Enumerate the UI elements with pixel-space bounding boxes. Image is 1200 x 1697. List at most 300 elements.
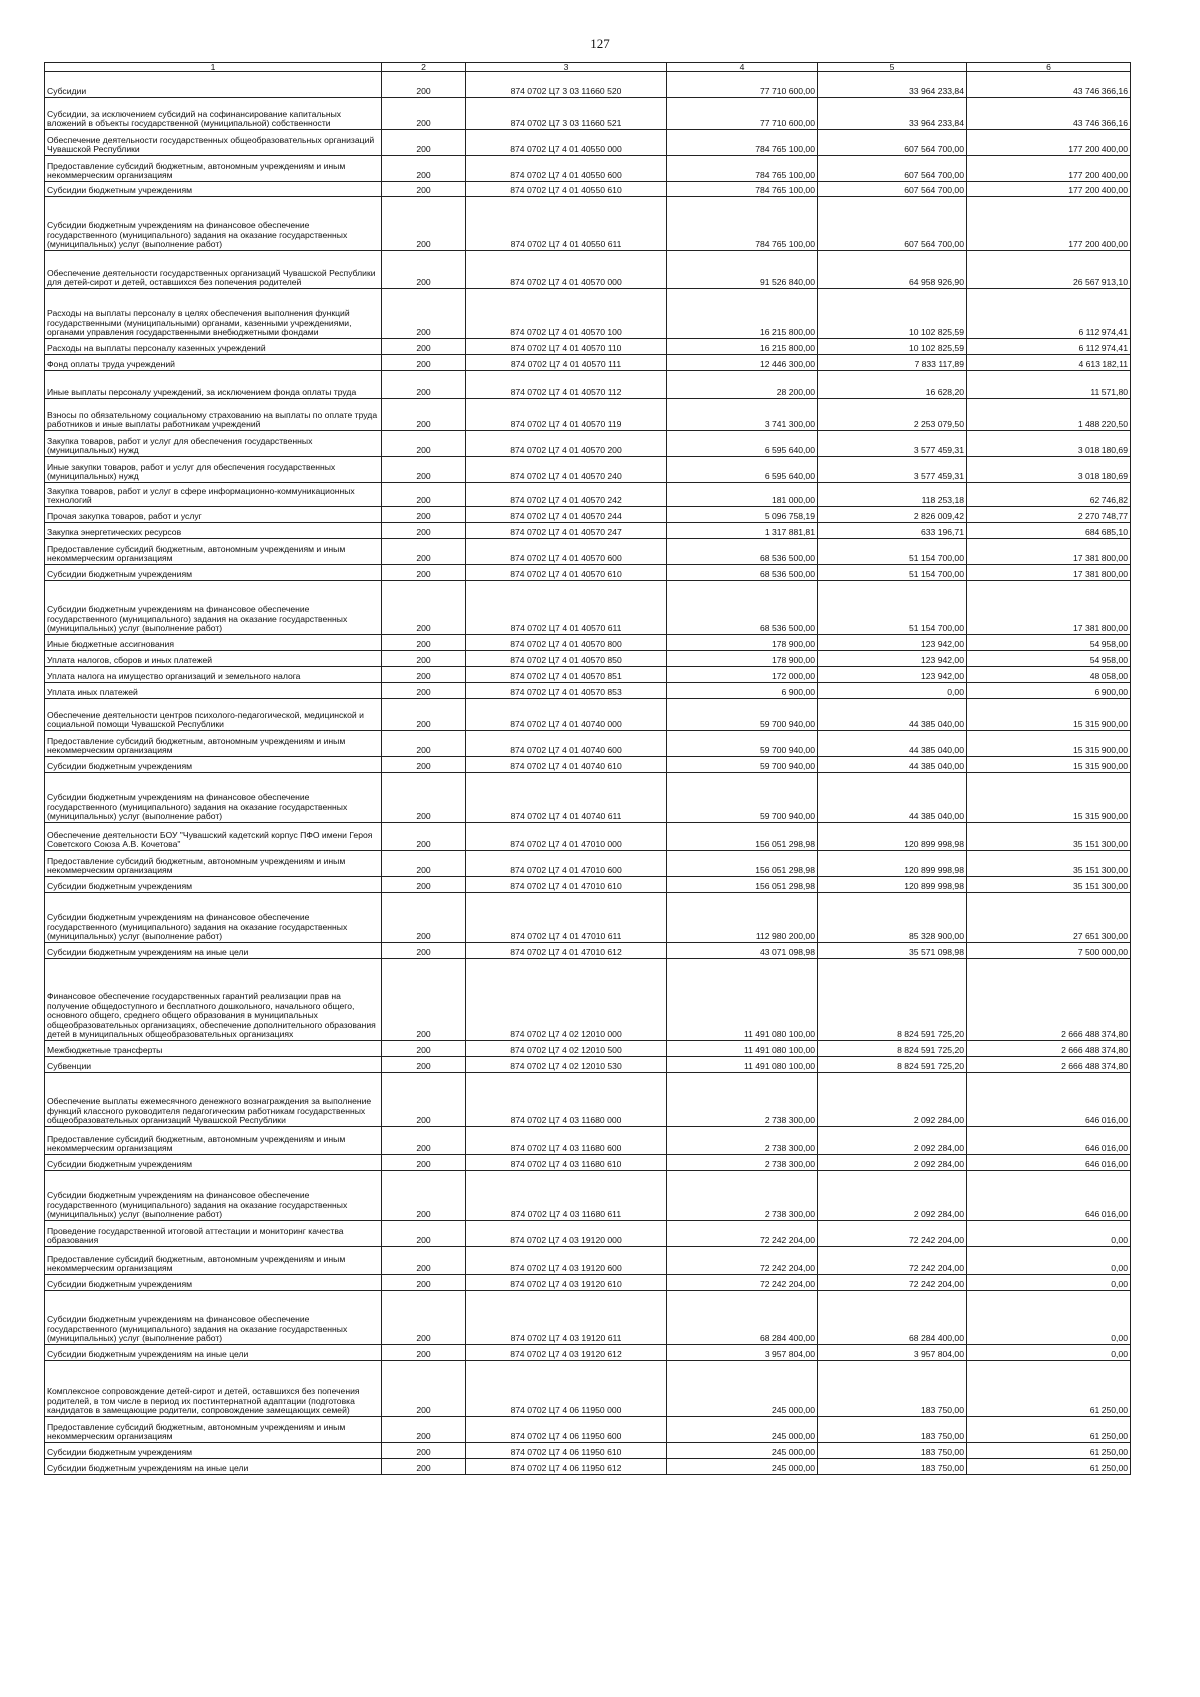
row-name: Обеспечение деятельности государственных организаций Чувашской Республики для детей-сирот и детей, оставшихся без попечения родителей [45, 251, 382, 289]
table-row [45, 399, 1131, 431]
budget-classification-code: 874 0702 Ц7 4 02 12010 000 [466, 959, 667, 1041]
row-name: Закупка энергетических ресурсов [45, 523, 382, 539]
table-row [45, 1057, 1131, 1073]
approved-amount: 68 536 500,00 [667, 565, 818, 581]
executed-amount: 2 253 079,50 [818, 399, 967, 431]
table-row [45, 289, 1131, 339]
budget-classification-code: 874 0702 Ц7 3 03 11660 521 [466, 98, 667, 130]
line-code: 200 [382, 72, 466, 98]
table-row [45, 1443, 1131, 1459]
table-row [45, 893, 1131, 943]
line-code: 200 [382, 98, 466, 130]
approved-amount: 178 900,00 [667, 651, 818, 667]
column-number: 5 [818, 63, 967, 72]
row-name: Субсидии бюджетным учреждениям [45, 757, 382, 773]
table-row [45, 197, 1131, 251]
line-code: 200 [382, 959, 466, 1041]
approved-amount: 11 491 080 100,00 [667, 959, 818, 1041]
approved-amount: 6 595 640,00 [667, 431, 818, 457]
line-code: 200 [382, 355, 466, 371]
approved-amount: 72 242 204,00 [667, 1247, 818, 1275]
page-number: 127 [590, 36, 610, 51]
row-name: Прочая закупка товаров, работ и услуг [45, 507, 382, 523]
unexecuted-amount: 0,00 [967, 1291, 1131, 1345]
line-code: 200 [382, 251, 466, 289]
column-number: 1 [45, 63, 382, 72]
column-number: 6 [967, 63, 1131, 72]
row-name: Субсидии бюджетным учреждениям на иные цели [45, 943, 382, 959]
unexecuted-amount: 27 651 300,00 [967, 893, 1131, 943]
executed-amount: 183 750,00 [818, 1361, 967, 1417]
table-row [45, 1127, 1131, 1155]
budget-classification-code: 874 0702 Ц7 4 01 40570 119 [466, 399, 667, 431]
row-name: Обеспечение деятельности государственных общеобразовательных организаций Чувашской Республики [45, 130, 382, 156]
approved-amount: 181 000,00 [667, 483, 818, 507]
unexecuted-amount: 54 958,00 [967, 635, 1131, 651]
executed-amount: 183 750,00 [818, 1443, 967, 1459]
unexecuted-amount: 1 488 220,50 [967, 399, 1131, 431]
unexecuted-amount: 0,00 [967, 1345, 1131, 1361]
approved-amount: 6 595 640,00 [667, 457, 818, 483]
approved-amount: 11 491 080 100,00 [667, 1041, 818, 1057]
approved-amount: 245 000,00 [667, 1443, 818, 1459]
unexecuted-amount: 35 151 300,00 [967, 823, 1131, 851]
budget-classification-code: 874 0702 Ц7 4 01 40740 600 [466, 731, 667, 757]
row-name: Предоставление субсидий бюджетным, автономным учреждениям и иным некоммерческим организациям [45, 1247, 382, 1275]
unexecuted-amount: 646 016,00 [967, 1171, 1131, 1221]
approved-amount: 784 765 100,00 [667, 156, 818, 182]
approved-amount: 3 957 804,00 [667, 1345, 818, 1361]
line-code: 200 [382, 483, 466, 507]
row-name: Субвенции [45, 1057, 382, 1073]
line-code: 200 [382, 943, 466, 959]
executed-amount: 607 564 700,00 [818, 156, 967, 182]
table-row [45, 823, 1131, 851]
table-row [45, 851, 1131, 877]
line-code: 200 [382, 773, 466, 823]
row-name: Обеспечение деятельности БОУ "Чувашский кадетский корпус ПФО имени Героя Советского Союза А.В. Кочетова" [45, 823, 382, 851]
approved-amount: 77 710 600,00 [667, 72, 818, 98]
executed-amount: 7 833 117,89 [818, 355, 967, 371]
approved-amount: 2 738 300,00 [667, 1171, 818, 1221]
unexecuted-amount: 6 900,00 [967, 683, 1131, 699]
executed-amount: 85 328 900,00 [818, 893, 967, 943]
unexecuted-amount: 43 746 366,16 [967, 98, 1131, 130]
row-name: Уплата налогов, сборов и иных платежей [45, 651, 382, 667]
unexecuted-amount: 17 381 800,00 [967, 539, 1131, 565]
executed-amount: 3 577 459,31 [818, 431, 967, 457]
executed-amount: 10 102 825,59 [818, 339, 967, 355]
line-code: 200 [382, 651, 466, 667]
row-name: Субсидии бюджетным учреждениям [45, 877, 382, 893]
executed-amount: 8 824 591 725,20 [818, 959, 967, 1041]
row-name: Расходы на выплаты персоналу в целях обеспечения выполнения функций государственными (муниципальными) органами, казенными учреждениями, органами управления государственными внебюджетными фондами [45, 289, 382, 339]
row-name: Финансовое обеспечение государственных гарантий реализации прав на получение общедоступного и бесплатного дошкольного, начального общего, основного общего, среднего общего образования в муниципальных общеобразовательных организациях, обеспечение дополнительного образования детей в муниципальных общеобразовательных организациях [45, 959, 382, 1041]
budget-classification-code: 874 0702 Ц7 4 01 40550 610 [466, 182, 667, 197]
unexecuted-amount: 15 315 900,00 [967, 731, 1131, 757]
budget-classification-code: 874 0702 Ц7 4 01 40570 242 [466, 483, 667, 507]
approved-amount: 156 051 298,98 [667, 823, 818, 851]
row-name: Субсидии бюджетным учреждениям [45, 1443, 382, 1459]
unexecuted-amount: 15 315 900,00 [967, 699, 1131, 731]
row-name: Субсидии бюджетным учреждениям на финансовое обеспечение государственного (муниципального) задания на оказание государственных (муниципальных) услуг (выполнение работ) [45, 773, 382, 823]
budget-classification-code: 874 0702 Ц7 4 01 40550 611 [466, 197, 667, 251]
line-code: 200 [382, 699, 466, 731]
unexecuted-amount: 177 200 400,00 [967, 130, 1131, 156]
line-code: 200 [382, 523, 466, 539]
line-code: 200 [382, 1417, 466, 1443]
line-code: 200 [382, 182, 466, 197]
approved-amount: 68 536 500,00 [667, 581, 818, 635]
executed-amount: 51 154 700,00 [818, 539, 967, 565]
budget-classification-code: 874 0702 Ц7 4 01 40570 850 [466, 651, 667, 667]
approved-amount: 784 765 100,00 [667, 182, 818, 197]
executed-amount: 0,00 [818, 683, 967, 699]
budget-classification-code: 874 0702 Ц7 4 01 40570 800 [466, 635, 667, 651]
table-row [45, 1221, 1131, 1247]
row-name: Субсидии бюджетным учреждениям на финансовое обеспечение государственного (муниципального) задания на оказание государственных (муниципальных) услуг (выполнение работ) [45, 893, 382, 943]
executed-amount: 35 571 098,98 [818, 943, 967, 959]
table-row [45, 339, 1131, 355]
unexecuted-amount: 17 381 800,00 [967, 581, 1131, 635]
table-row [45, 1275, 1131, 1291]
unexecuted-amount: 61 250,00 [967, 1361, 1131, 1417]
row-name: Субсидии бюджетным учреждениям [45, 182, 382, 197]
line-code: 200 [382, 130, 466, 156]
approved-amount: 1 317 881,81 [667, 523, 818, 539]
table-row [45, 683, 1131, 699]
budget-classification-code: 874 0702 Ц7 3 03 11660 520 [466, 72, 667, 98]
executed-amount: 51 154 700,00 [818, 581, 967, 635]
approved-amount: 12 446 300,00 [667, 355, 818, 371]
unexecuted-amount: 6 112 974,41 [967, 339, 1131, 355]
line-code: 200 [382, 1443, 466, 1459]
line-code: 200 [382, 1291, 466, 1345]
executed-amount: 44 385 040,00 [818, 699, 967, 731]
table-row [45, 483, 1131, 507]
table-row [45, 72, 1131, 98]
table-row [45, 699, 1131, 731]
budget-classification-code: 874 0702 Ц7 4 01 40570 611 [466, 581, 667, 635]
unexecuted-amount: 54 958,00 [967, 651, 1131, 667]
executed-amount: 2 092 284,00 [818, 1073, 967, 1127]
row-name: Проведение государственной итоговой аттестации и мониторинг качества образования [45, 1221, 382, 1247]
budget-classification-code: 874 0702 Ц7 4 01 40570 851 [466, 667, 667, 683]
table-row [45, 182, 1131, 197]
budget-classification-code: 874 0702 Ц7 4 02 12010 500 [466, 1041, 667, 1057]
line-code: 200 [382, 823, 466, 851]
row-name: Субсидии бюджетным учреждениям на иные цели [45, 1459, 382, 1475]
budget-classification-code: 874 0702 Ц7 4 01 40570 600 [466, 539, 667, 565]
table-row [45, 943, 1131, 959]
unexecuted-amount: 15 315 900,00 [967, 773, 1131, 823]
executed-amount: 51 154 700,00 [818, 565, 967, 581]
budget-classification-code: 874 0702 Ц7 4 01 40740 610 [466, 757, 667, 773]
row-name: Закупка товаров, работ и услуг для обеспечения государственных (муниципальных) нужд [45, 431, 382, 457]
budget-classification-code: 874 0702 Ц7 4 01 40550 000 [466, 130, 667, 156]
approved-amount: 784 765 100,00 [667, 197, 818, 251]
approved-amount: 2 738 300,00 [667, 1127, 818, 1155]
row-name: Иные закупки товаров, работ и услуг для обеспечения государственных (муниципальных) нужд [45, 457, 382, 483]
row-name: Обеспечение деятельности центров психолого-педагогической, медицинской и социальной помощи Чувашской Республики [45, 699, 382, 731]
line-code: 200 [382, 399, 466, 431]
line-code: 200 [382, 1127, 466, 1155]
budget-classification-code: 874 0702 Ц7 4 01 40570 110 [466, 339, 667, 355]
unexecuted-amount: 3 018 180,69 [967, 431, 1131, 457]
table-row [45, 1459, 1131, 1475]
line-code: 200 [382, 581, 466, 635]
table-row [45, 1345, 1131, 1361]
line-code: 200 [382, 1041, 466, 1057]
table-row [45, 565, 1131, 581]
approved-amount: 112 980 200,00 [667, 893, 818, 943]
approved-amount: 3 741 300,00 [667, 399, 818, 431]
unexecuted-amount: 684 685,10 [967, 523, 1131, 539]
unexecuted-amount: 11 571,80 [967, 371, 1131, 399]
executed-amount: 64 958 926,90 [818, 251, 967, 289]
unexecuted-amount: 6 112 974,41 [967, 289, 1131, 339]
row-name: Предоставление субсидий бюджетным, автономным учреждениям и иным некоммерческим организациям [45, 539, 382, 565]
line-code: 200 [382, 197, 466, 251]
table-row [45, 1417, 1131, 1443]
unexecuted-amount: 2 666 488 374,80 [967, 1057, 1131, 1073]
executed-amount: 3 577 459,31 [818, 457, 967, 483]
executed-amount: 33 964 233,84 [818, 72, 967, 98]
executed-amount: 72 242 204,00 [818, 1221, 967, 1247]
approved-amount: 59 700 940,00 [667, 699, 818, 731]
table-row [45, 457, 1131, 483]
row-name: Иные бюджетные ассигнования [45, 635, 382, 651]
executed-amount: 123 942,00 [818, 651, 967, 667]
budget-classification-code: 874 0702 Ц7 4 01 40570 100 [466, 289, 667, 339]
executed-amount: 44 385 040,00 [818, 773, 967, 823]
table-row [45, 539, 1131, 565]
unexecuted-amount: 2 666 488 374,80 [967, 959, 1131, 1041]
executed-amount: 8 824 591 725,20 [818, 1041, 967, 1057]
approved-amount: 245 000,00 [667, 1361, 818, 1417]
executed-amount: 72 242 204,00 [818, 1247, 967, 1275]
table-row [45, 1073, 1131, 1127]
table-row [45, 757, 1131, 773]
executed-amount: 123 942,00 [818, 667, 967, 683]
table-row [45, 651, 1131, 667]
row-name: Предоставление субсидий бюджетным, автономным учреждениям и иным некоммерческим организациям [45, 1417, 382, 1443]
executed-amount: 633 196,71 [818, 523, 967, 539]
table-row [45, 98, 1131, 130]
row-name: Обеспечение выплаты ежемесячного денежного вознаграждения за выполнение функций классного руководителя педагогическим работникам государственных общеобразовательных организаций Чувашской Республики [45, 1073, 382, 1127]
budget-classification-code: 874 0702 Ц7 4 03 11680 000 [466, 1073, 667, 1127]
approved-amount: 784 765 100,00 [667, 130, 818, 156]
line-code: 200 [382, 851, 466, 877]
budget-table [44, 62, 1131, 1475]
budget-classification-code: 874 0702 Ц7 4 03 11680 600 [466, 1127, 667, 1155]
executed-amount: 120 899 998,98 [818, 877, 967, 893]
row-name: Межбюджетные трансферты [45, 1041, 382, 1057]
budget-classification-code: 874 0702 Ц7 4 01 40570 112 [466, 371, 667, 399]
approved-amount: 11 491 080 100,00 [667, 1057, 818, 1073]
line-code: 200 [382, 667, 466, 683]
unexecuted-amount: 43 746 366,16 [967, 72, 1131, 98]
line-code: 200 [382, 757, 466, 773]
executed-amount: 44 385 040,00 [818, 731, 967, 757]
approved-amount: 59 700 940,00 [667, 731, 818, 757]
table-row [45, 156, 1131, 182]
row-name: Комплексное сопровождение детей-сирот и детей, оставшихся без попечения родителей, в том числе в период их постинтернатной адаптации (подготовка кандидатов в замещающие родители, сопровождение замещающих семей) [45, 1361, 382, 1417]
approved-amount: 68 536 500,00 [667, 539, 818, 565]
line-code: 200 [382, 507, 466, 523]
row-name: Субсидии, за исключением субсидий на софинансирование капитальных вложений в объекты государственной (муниципальной) собственности [45, 98, 382, 130]
budget-classification-code: 874 0702 Ц7 4 01 47010 611 [466, 893, 667, 943]
table-row [45, 251, 1131, 289]
table-row [45, 431, 1131, 457]
unexecuted-amount: 17 381 800,00 [967, 565, 1131, 581]
budget-classification-code: 874 0702 Ц7 4 03 11680 610 [466, 1155, 667, 1171]
line-code: 200 [382, 1155, 466, 1171]
approved-amount: 172 000,00 [667, 667, 818, 683]
executed-amount: 183 750,00 [818, 1459, 967, 1475]
row-name: Уплата налога на имущество организаций и земельного налога [45, 667, 382, 683]
row-name: Субсидии бюджетным учреждениям на финансовое обеспечение государственного (муниципального) задания на оказание государственных (муниципальных) услуг (выполнение работ) [45, 1171, 382, 1221]
line-code: 200 [382, 1345, 466, 1361]
budget-classification-code: 874 0702 Ц7 4 01 40570 244 [466, 507, 667, 523]
line-code: 200 [382, 1361, 466, 1417]
unexecuted-amount: 2 666 488 374,80 [967, 1041, 1131, 1057]
line-code: 200 [382, 635, 466, 651]
unexecuted-amount: 48 058,00 [967, 667, 1131, 683]
line-code: 200 [382, 1275, 466, 1291]
line-code: 200 [382, 1247, 466, 1275]
row-name: Субсидии [45, 72, 382, 98]
unexecuted-amount: 0,00 [967, 1275, 1131, 1291]
line-code: 200 [382, 1221, 466, 1247]
row-name: Субсидии бюджетным учреждениям [45, 1155, 382, 1171]
unexecuted-amount: 35 151 300,00 [967, 877, 1131, 893]
approved-amount: 2 738 300,00 [667, 1073, 818, 1127]
approved-amount: 156 051 298,98 [667, 851, 818, 877]
line-code: 200 [382, 1073, 466, 1127]
row-name: Субсидии бюджетным учреждениям [45, 1275, 382, 1291]
unexecuted-amount: 646 016,00 [967, 1073, 1131, 1127]
executed-amount: 607 564 700,00 [818, 130, 967, 156]
approved-amount: 5 096 758,19 [667, 507, 818, 523]
approved-amount: 16 215 800,00 [667, 289, 818, 339]
row-name: Предоставление субсидий бюджетным, автономным учреждениям и иным некоммерческим организациям [45, 1127, 382, 1155]
unexecuted-amount: 61 250,00 [967, 1417, 1131, 1443]
row-name: Субсидии бюджетным учреждениям на финансовое обеспечение государственного (муниципального) задания на оказание государственных (муниципальных) услуг (выполнение работ) [45, 581, 382, 635]
line-code: 200 [382, 565, 466, 581]
budget-classification-code: 874 0702 Ц7 4 01 40550 600 [466, 156, 667, 182]
unexecuted-amount: 35 151 300,00 [967, 851, 1131, 877]
approved-amount: 43 071 098,98 [667, 943, 818, 959]
unexecuted-amount: 61 250,00 [967, 1443, 1131, 1459]
budget-classification-code: 874 0702 Ц7 4 06 11950 610 [466, 1443, 667, 1459]
column-number: 3 [466, 63, 667, 72]
executed-amount: 2 092 284,00 [818, 1155, 967, 1171]
executed-amount: 68 284 400,00 [818, 1291, 967, 1345]
line-code: 200 [382, 539, 466, 565]
row-name: Субсидии бюджетным учреждениям [45, 565, 382, 581]
table-row [45, 355, 1131, 371]
table-row [45, 877, 1131, 893]
executed-amount: 118 253,18 [818, 483, 967, 507]
table-row [45, 1361, 1131, 1417]
executed-amount: 123 942,00 [818, 635, 967, 651]
budget-classification-code: 874 0702 Ц7 4 01 40570 200 [466, 431, 667, 457]
table-row [45, 959, 1131, 1041]
table-row [45, 1247, 1131, 1275]
unexecuted-amount: 4 613 182,11 [967, 355, 1131, 371]
line-code: 200 [382, 371, 466, 399]
unexecuted-amount: 61 250,00 [967, 1459, 1131, 1475]
column-numbers-row [45, 63, 1131, 72]
budget-classification-code: 874 0702 Ц7 4 01 47010 612 [466, 943, 667, 959]
budget-classification-code: 874 0702 Ц7 4 03 19120 600 [466, 1247, 667, 1275]
table-row [45, 130, 1131, 156]
executed-amount: 8 824 591 725,20 [818, 1057, 967, 1073]
approved-amount: 16 215 800,00 [667, 339, 818, 355]
row-name: Субсидии бюджетным учреждениям на финансовое обеспечение государственного (муниципального) задания на оказание государственных (муниципальных) услуг (выполнение работ) [45, 1291, 382, 1345]
budget-classification-code: 874 0702 Ц7 4 01 40570 610 [466, 565, 667, 581]
executed-amount: 44 385 040,00 [818, 757, 967, 773]
approved-amount: 59 700 940,00 [667, 773, 818, 823]
line-code: 200 [382, 731, 466, 757]
unexecuted-amount: 177 200 400,00 [967, 197, 1131, 251]
unexecuted-amount: 177 200 400,00 [967, 182, 1131, 197]
row-name: Фонд оплаты труда учреждений [45, 355, 382, 371]
unexecuted-amount: 15 315 900,00 [967, 757, 1131, 773]
approved-amount: 28 200,00 [667, 371, 818, 399]
line-code: 200 [382, 457, 466, 483]
executed-amount: 120 899 998,98 [818, 823, 967, 851]
executed-amount: 607 564 700,00 [818, 182, 967, 197]
approved-amount: 68 284 400,00 [667, 1291, 818, 1345]
row-name: Предоставление субсидий бюджетным, автономным учреждениям и иным некоммерческим организациям [45, 731, 382, 757]
budget-classification-code: 874 0702 Ц7 4 03 19120 000 [466, 1221, 667, 1247]
approved-amount: 156 051 298,98 [667, 877, 818, 893]
table-row [45, 507, 1131, 523]
row-name: Предоставление субсидий бюджетным, автономным учреждениям и иным некоммерческим организациям [45, 156, 382, 182]
table-row [45, 773, 1131, 823]
budget-classification-code: 874 0702 Ц7 4 01 40570 240 [466, 457, 667, 483]
approved-amount: 72 242 204,00 [667, 1275, 818, 1291]
executed-amount: 2 092 284,00 [818, 1127, 967, 1155]
unexecuted-amount: 0,00 [967, 1247, 1131, 1275]
approved-amount: 91 526 840,00 [667, 251, 818, 289]
budget-classification-code: 874 0702 Ц7 4 03 19120 612 [466, 1345, 667, 1361]
table-row [45, 581, 1131, 635]
line-code: 200 [382, 683, 466, 699]
line-code: 200 [382, 156, 466, 182]
row-name: Иные выплаты персоналу учреждений, за исключением фонда оплаты труда [45, 371, 382, 399]
budget-classification-code: 874 0702 Ц7 4 01 40570 000 [466, 251, 667, 289]
approved-amount: 178 900,00 [667, 635, 818, 651]
row-name: Субсидии бюджетным учреждениям на финансовое обеспечение государственного (муниципального) задания на оказание государственных (муниципальных) услуг (выполнение работ) [45, 197, 382, 251]
approved-amount: 245 000,00 [667, 1459, 818, 1475]
unexecuted-amount: 7 500 000,00 [967, 943, 1131, 959]
executed-amount: 120 899 998,98 [818, 851, 967, 877]
row-name: Расходы на выплаты персоналу казенных учреждений [45, 339, 382, 355]
approved-amount: 77 710 600,00 [667, 98, 818, 130]
unexecuted-amount: 177 200 400,00 [967, 156, 1131, 182]
budget-classification-code: 874 0702 Ц7 4 06 11950 000 [466, 1361, 667, 1417]
budget-classification-code: 874 0702 Ц7 4 01 47010 000 [466, 823, 667, 851]
executed-amount: 2 092 284,00 [818, 1171, 967, 1221]
budget-classification-code: 874 0702 Ц7 4 01 40570 853 [466, 683, 667, 699]
row-name: Уплата иных платежей [45, 683, 382, 699]
table-row [45, 1291, 1131, 1345]
table-row [45, 667, 1131, 683]
approved-amount: 2 738 300,00 [667, 1155, 818, 1171]
